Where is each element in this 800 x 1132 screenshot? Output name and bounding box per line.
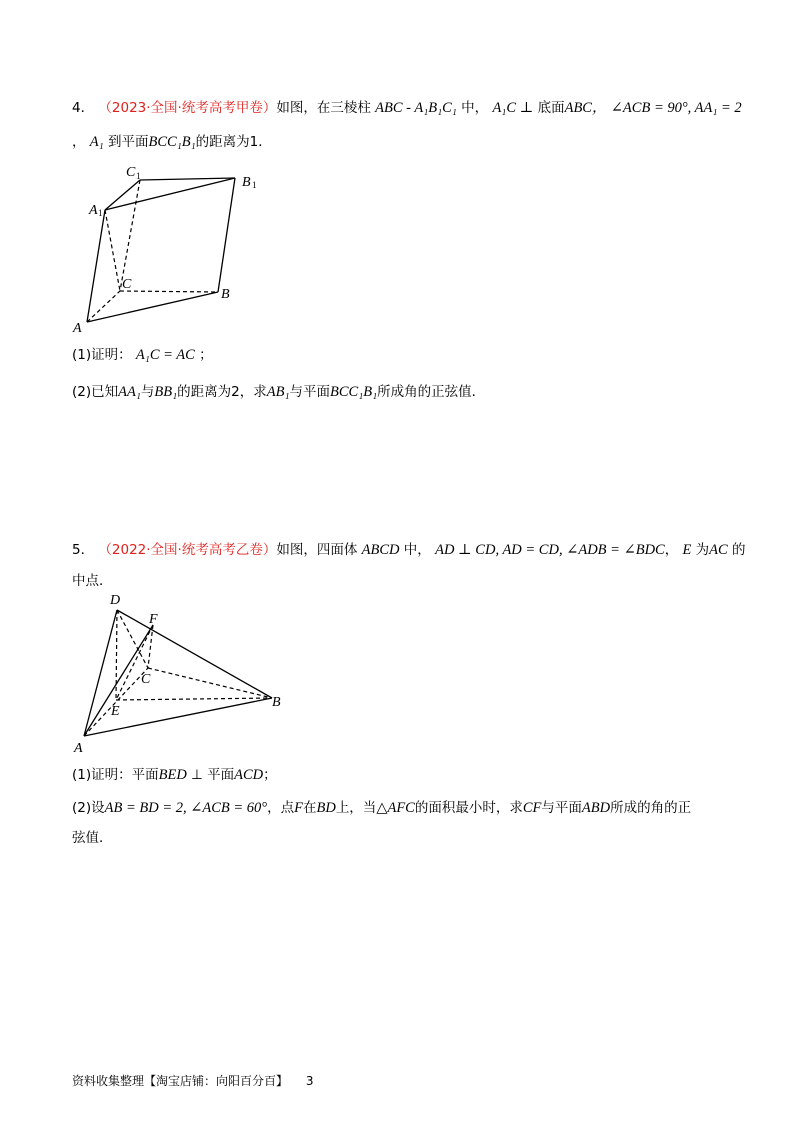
problem5-seg: AC [709, 542, 728, 558]
label-C: C [141, 672, 151, 687]
page-number: 3 [305, 1074, 314, 1088]
problem5-text: 为 [695, 542, 710, 558]
problem5-text: ，点 [267, 800, 295, 816]
label-D: D [110, 593, 121, 608]
problem5-q1-math: BED [158, 767, 187, 783]
problem5-text: 如图，四面体 [276, 542, 358, 558]
problem4-text: 所成角的正弦值． [377, 384, 486, 400]
problem4-text: ； [199, 347, 213, 363]
problem4-text: (2)已知 [72, 384, 119, 400]
label-A: A [74, 741, 83, 756]
problem4-text: 的距离为1． [195, 134, 272, 150]
problem5-text: 在 [302, 800, 317, 816]
problem4-text: ， [72, 134, 86, 150]
page-footer [72, 1072, 313, 1090]
label-A1: A [89, 203, 98, 218]
problem4-q2-math: BCC₁B₁ [330, 384, 378, 400]
problem4-question2 [72, 382, 485, 402]
problem5-text: 所成的角的正 [610, 800, 692, 816]
tetrahedron-figure [70, 588, 300, 763]
label-B1-sub: 1 [252, 180, 257, 190]
label-A1-sub: 1 [98, 208, 103, 218]
problem5-text: (1)证明：平面 [72, 767, 159, 783]
problem4-text: 如图，在三棱柱 [276, 100, 371, 116]
problem5-q2-math: △AFC [376, 800, 415, 816]
label-B: B [272, 695, 281, 710]
footer-text: 资料收集整理【淘宝店铺：向阳百分百】 [72, 1074, 289, 1088]
problem4-text: 到平面 [108, 134, 149, 150]
problem5-text: ⊥ 平面 [186, 767, 235, 783]
problem5-solid: ABCD [361, 542, 400, 558]
problem4-line2 [72, 132, 272, 152]
problem4-prism: ABC - A₁B₁C₁ [375, 100, 457, 116]
label-F: F [149, 612, 158, 627]
problem5-text: 中， [403, 542, 431, 558]
problem5-source: （2022·全国·统考高考乙卷） [98, 542, 277, 558]
problem5-q2-math: ABD [581, 800, 611, 816]
problem4-text: (1)证明： [72, 347, 132, 363]
problem4-source: （2023·全国·统考高考甲卷） [98, 100, 277, 116]
label-C1: C [126, 165, 136, 180]
problem4-point: A₁ [89, 134, 104, 150]
problem5-question1 [72, 765, 277, 785]
problem4-angle: ∠ACB = 90°, AA₁ = 2 [610, 100, 742, 116]
problem5-q2-math: F [294, 800, 303, 816]
problem5-text: 上，当 [335, 800, 377, 816]
prism-figure [70, 155, 270, 335]
problem5-text: 与平面 [541, 800, 582, 816]
problem4-text: 与 [140, 384, 155, 400]
problem5-number: 5． [72, 542, 95, 558]
problem4-text: 底面 [537, 100, 565, 116]
problem4-perp: A₁C ⊥ [492, 100, 534, 116]
problem4-text: 中， [461, 100, 489, 116]
problem5-q2-math: CF [522, 800, 542, 816]
problem4-q2-math: AA₁ [118, 384, 141, 400]
label-E: E [111, 704, 120, 719]
label-C: C [122, 277, 132, 292]
problem4-question1 [72, 345, 213, 365]
problem5-question2-line2 [72, 828, 113, 848]
label-C1-sub: 1 [136, 171, 141, 181]
problem4-number: 4． [72, 100, 95, 116]
problem4-text: 的距离为2，求 [177, 384, 267, 400]
problem5-text: 的 [732, 542, 746, 558]
problem5-q1-math: ACD [234, 767, 264, 783]
problem4-plane: BCC₁B₁ [148, 134, 196, 150]
problem5-condition: AD ⊥ CD, AD = CD, ∠ADB = ∠BDC [435, 542, 665, 558]
problem5-q2-math: AB = BD = 2, ∠ACB = 60° [104, 800, 268, 816]
problem5-text: ； [263, 767, 277, 783]
problem5-pointE: E [682, 542, 692, 558]
problem5-question2 [72, 798, 691, 818]
problem4-base: ABC， [564, 100, 607, 116]
problem4-line1 [72, 98, 742, 118]
label-B1: B [242, 175, 251, 190]
problem4-q2-math: BB₁ [154, 384, 178, 400]
problem5-q2-math: BD [316, 800, 336, 816]
problem5-text: 中点． [72, 573, 113, 589]
problem5-text: 的面积最小时，求 [414, 800, 523, 816]
problem4-q1-math: A₁C = AC [135, 347, 195, 363]
problem4-text: 与平面 [289, 384, 331, 400]
problem5-text: 弦值． [72, 830, 113, 846]
label-B: B [221, 287, 230, 302]
problem5-text: ， [664, 542, 679, 558]
label-A: A [73, 321, 82, 335]
problem5-text: (2)设 [72, 800, 105, 816]
problem4-q2-math: AB₁ [266, 384, 290, 400]
problem5-line1 [72, 540, 746, 560]
